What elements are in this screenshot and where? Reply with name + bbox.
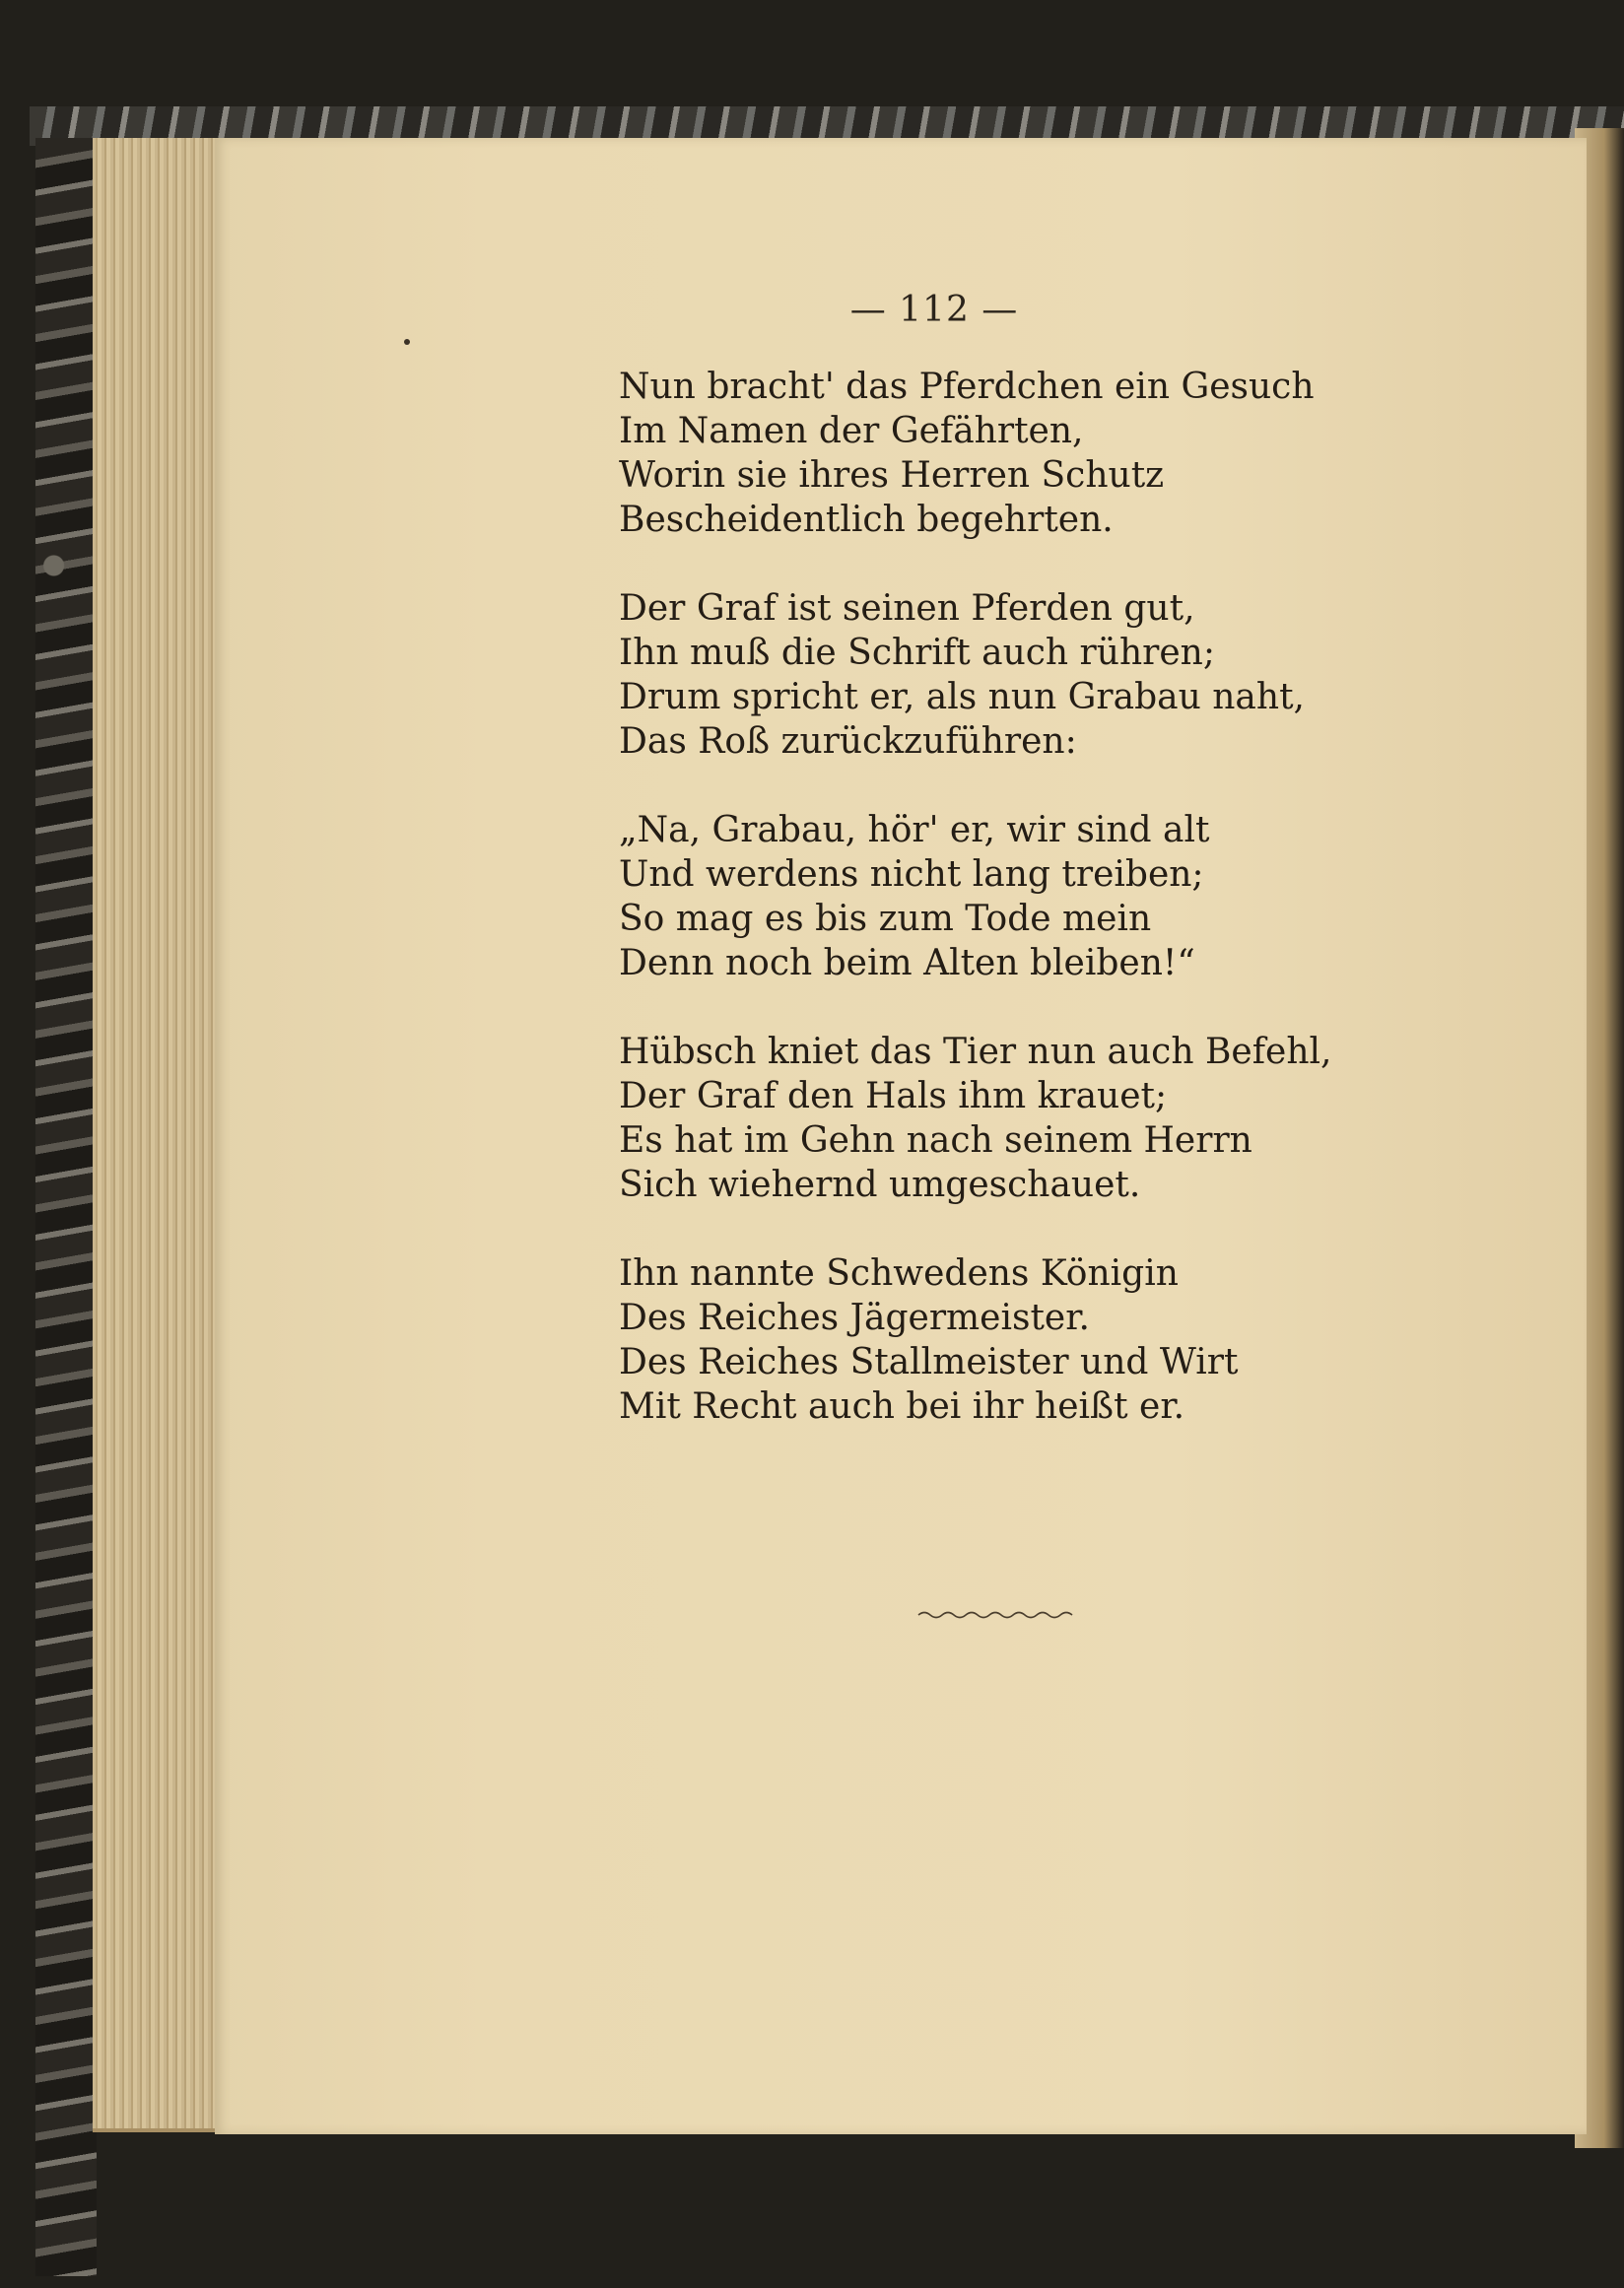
poem-line: Sich wiehernd umgeschauet. <box>619 1165 1141 1205</box>
poem-line: Das Roß zurückzuführen: <box>619 721 1077 762</box>
poem-line: Mit Recht auch bei ihr heißt er. <box>619 1386 1185 1427</box>
poem-line: Ihn nannte Schwedens Königin <box>619 1253 1179 1294</box>
poem-line: Der Graf ist seinen Pferden gut, <box>619 588 1195 629</box>
poem-line: Worin sie ihres Herren Schutz <box>619 455 1165 496</box>
ink-speck <box>404 339 410 345</box>
poem-body <box>619 365 1368 1473</box>
poem-line: Hübsch kniet das Tier nun auch Befehl, <box>619 1032 1332 1072</box>
poem-line: Drum spricht er, als nun Grabau naht, <box>619 677 1305 717</box>
book-cover-spine <box>35 138 97 2276</box>
stanza <box>619 808 1368 985</box>
poem-line: „Na, Grabau, hör' er, wir sind alt <box>619 810 1210 850</box>
poem-line: Nun bracht' das Pferdchen ein Gesuch <box>619 367 1315 407</box>
page-number: — 112 — <box>849 290 1019 330</box>
stanza <box>619 1030 1368 1207</box>
wavy-divider-ornament <box>916 1608 1074 1622</box>
stanza <box>619 1251 1368 1429</box>
poem-line: So mag es bis zum Tode mein <box>619 899 1152 939</box>
poem-line: Es hat im Gehn nach seinem Herrn <box>619 1120 1252 1161</box>
poem-line: Des Reiches Jägermeister. <box>619 1298 1090 1338</box>
poem-line: Der Graf den Hals ihm krauet; <box>619 1076 1168 1116</box>
poem-line: Und werdens nicht lang treiben; <box>619 854 1204 895</box>
stanza <box>619 586 1368 764</box>
poem-line: Des Reiches Stallmeister und Wirt <box>619 1342 1239 1382</box>
poem-line: Denn noch beim Alten bleiben!“ <box>619 943 1195 983</box>
stanza <box>619 365 1368 542</box>
page-block-edges <box>93 138 221 2132</box>
poem-line: Bescheidentlich begehrten. <box>619 500 1114 540</box>
poem-line: Ihn muß die Schrift auch rühren; <box>619 633 1215 673</box>
poem-line: Im Namen der Gefährten, <box>619 411 1084 451</box>
